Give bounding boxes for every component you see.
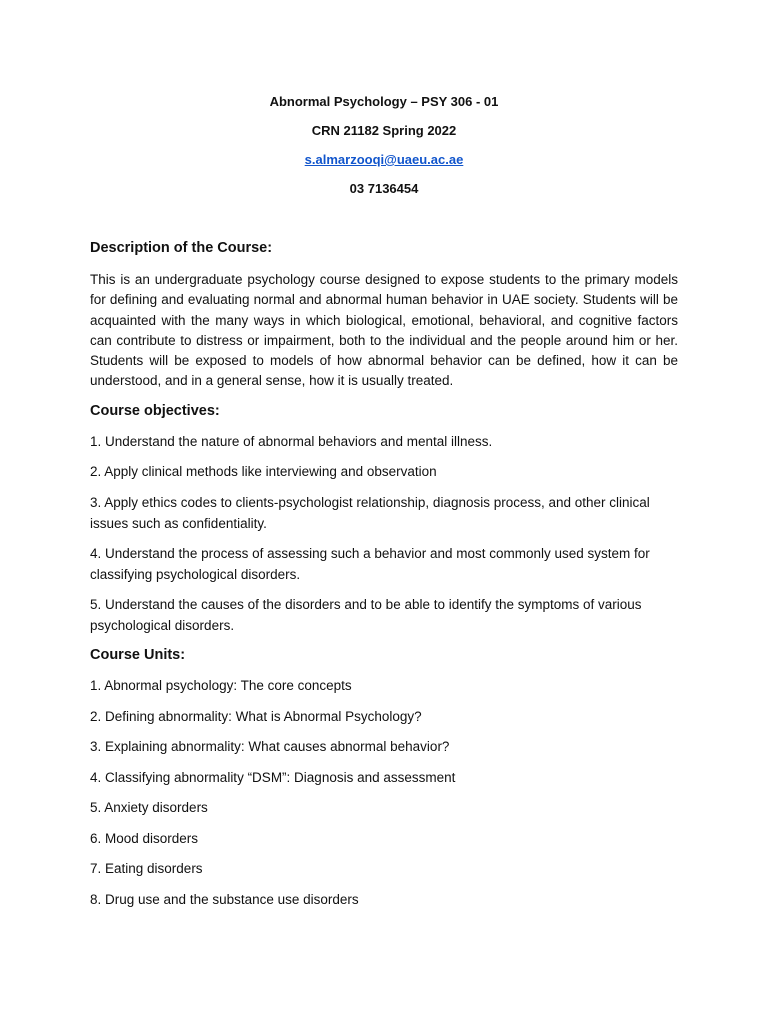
email-line [0, 152, 768, 168]
unit-item: 4. Classifying abnormality “DSM”: Diagnosis and assessment [90, 770, 456, 785]
unit-item: 6. Mood disorders [90, 831, 199, 846]
objective-item: 4. Understand the process of assessing such a behavior and most commonly used system for classifying psychological disorders. [90, 546, 650, 582]
unit-item: 5. Anxiety disorders [90, 800, 208, 815]
unit-item: 1. Abnormal psychology: The core concepts [90, 678, 352, 693]
objective-item: 1. Understand the nature of abnormal behaviors and mental illness. [90, 434, 493, 449]
unit-item: 2. Defining abnormality: What is Abnormal Psychology? [90, 709, 422, 724]
course-crn: CRN 21182 Spring 2022 [311, 123, 457, 138]
objective-item: 2. Apply clinical methods like interviewing and observation [90, 464, 437, 479]
objective-item: 5. Understand the causes of the disorders and to be able to identify the symptoms of various psychological disorders. [90, 597, 642, 633]
objective-item: 3. Apply ethics codes to clients-psychologist relationship, diagnosis process, and other clinical issues such as confidentiality. [90, 495, 650, 531]
description-heading: Description of the Course: [90, 240, 273, 256]
description-paragraph: This is an undergraduate psychology course designed to expose students to the primary models for defining and evaluating normal and abnormal human behavior in UAE society. Students will be acquainted with the many ways in which biological, emotional, behavioral, and cognitive factors can contribute to distress or impairment, both to the individual and the people around him or her. Students will be exposed to models of how abnormal behavior can be defined, how it can be understood, and in a general sense, how it is usually treated. [90, 272, 678, 389]
objectives-heading: Course objectives: [90, 403, 220, 419]
unit-item: 8. Drug use and the substance use disorders [90, 892, 359, 907]
email-link[interactable]: s.almarzooqi@uaeu.ac.ae [304, 152, 464, 167]
course-title: Abnormal Psychology – PSY 306 - 01 [269, 94, 499, 109]
units-heading: Course Units: [90, 647, 186, 663]
phone-number: 03 7136454 [349, 181, 419, 196]
unit-item: 7. Eating disorders [90, 861, 203, 876]
unit-item: 3. Explaining abnormality: What causes abnormal behavior? [90, 739, 450, 754]
